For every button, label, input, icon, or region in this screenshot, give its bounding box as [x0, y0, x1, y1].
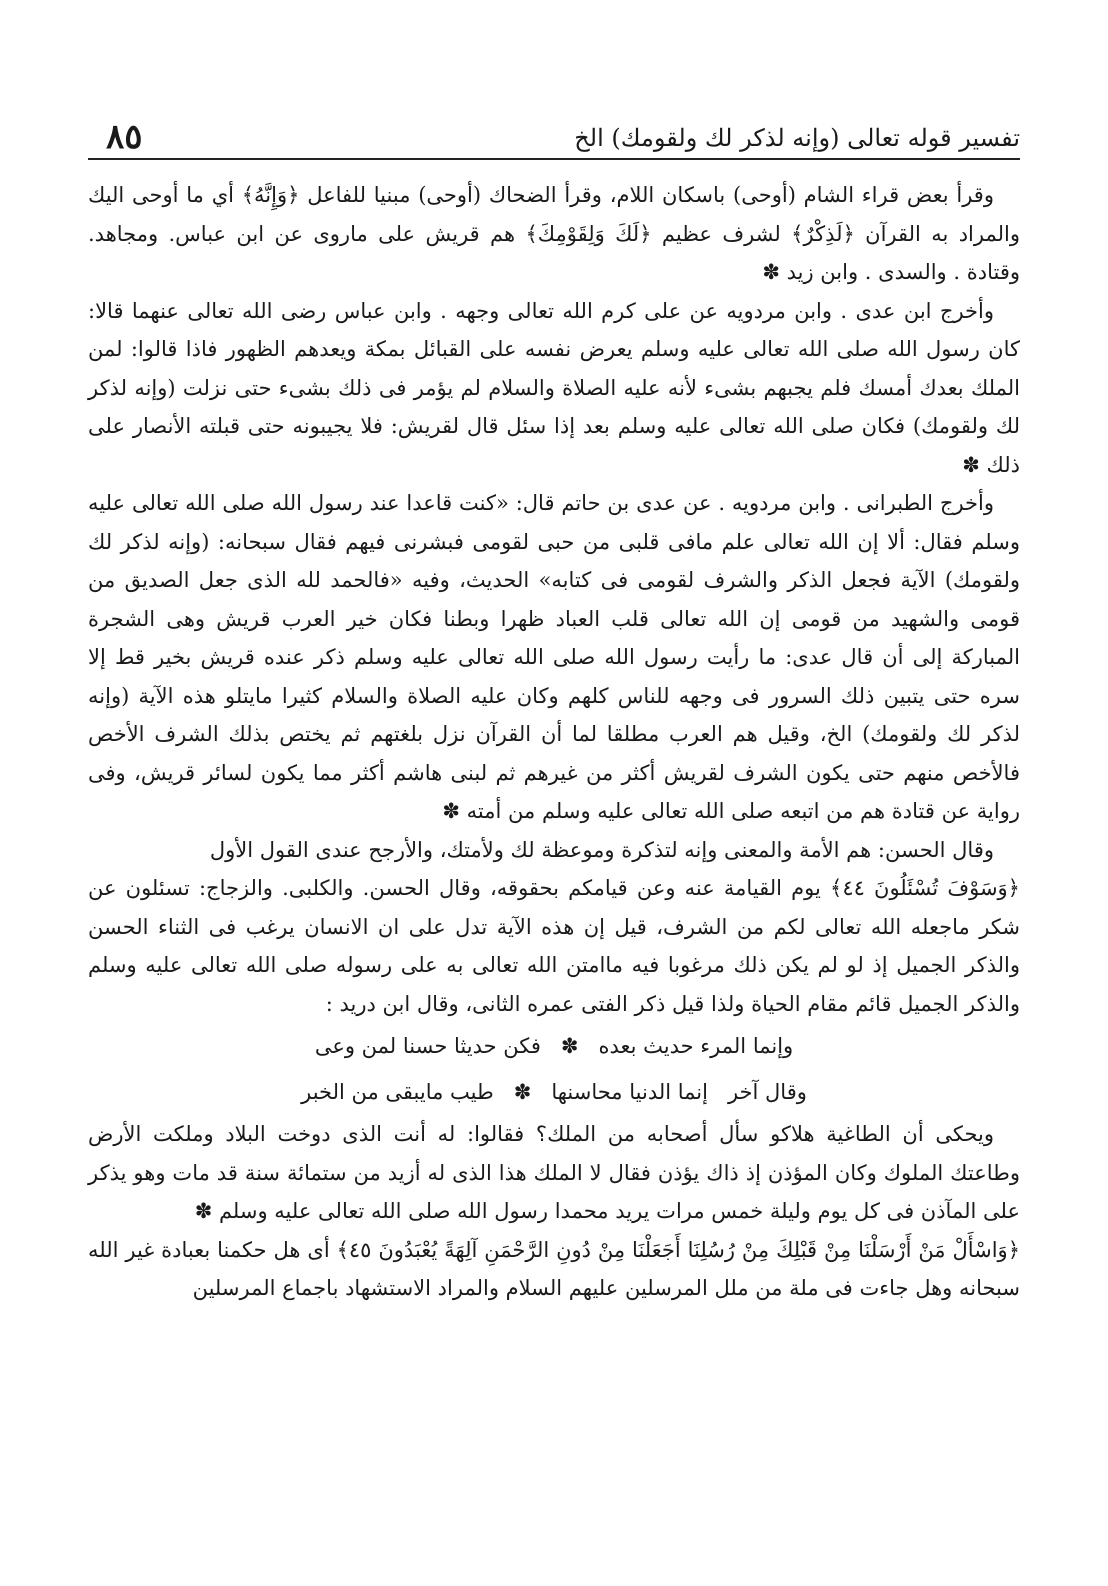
- page-number: ٨٥: [106, 117, 143, 157]
- paragraph-reading-variants: وقرأ بعض قراء الشام (أوحى) باسكان اللام، وقرأ الضحاك (أوحى) مبنيا للفاعل ﴿وَإِنَّهُ﴾ أي ما أوحى اليك والمراد به القرآن ﴿لَذِكْرٌ﴾ لشرف عظيم ﴿لَكَ وَلِقَوْمِكَ﴾ هم قريش على ماروى عن ابن عباس. ومجاهد. وقتادة . والسدى . وابن زيد ✽: [88, 183, 1020, 284]
- poetry-hemistich-second: فكن حديثا حسنا لمن وعى: [314, 1034, 541, 1058]
- poetry-line-2: [88, 1069, 1020, 1115]
- paragraph-tabarani-narration: وأخرج الطبرانى . وابن مردويه . عن عدى بن حاتم قال: «كنت قاعدا عند رسول الله صلى الله تعالى عليه وسلم فقال: ألا إن الله تعالى علم مافى قلبى من حبى لقومى فبشرنى فيهم فقال سبحانه: (وإنه لذكر لك ولقومك) الآية فجعل الذكر والشرف لقومى فى كتابه» الحديث، وفيه «فالحمد لله الذى جعل الصديق من قومى والشهيد من قومى إن الله تعالى قلب العباد ظهرا وبطنا فكان خير العرب قريش وهى الشجرة المباركة إلى أن قال عدى: ما رأيت رسول الله صلى الله تعالى عليه وسلم ذكر عنده قريش بخير قط إلا سره حتى يتبين ذلك السرور فى وجهه للناس كلهم وكان عليه الصلاة والسلام كثيرا مايتلو هذه الآية (وإنه لذكر لك ولقومك) الخ، وقيل هم العرب مطلقا لما أن القرآن نزل بلغتهم ثم يختص بذلك الشرف الأخص فالأخص منهم حتى يكون الشرف لقريش أكثر من غيرهم ثم لبنى هاشم أكثر مما يكون لسائر قريش، وفى رواية عن قتادة هم من اتبعه صلى الله تعالى عليه وسلم من أمته ✽: [88, 491, 1020, 823]
- page-header: [88, 108, 1020, 157]
- poetry-hemistich-second: طيب مايبقى من الخبر: [301, 1080, 494, 1104]
- paragraph-hulagu-story: ويحكى أن الطاغية هلاكو سأل أصحابه من الملك؟ فقالوا: له أنت الذى دوخت البلاد وملكت الأرض وطاعتك الملوك وكان المؤذن إذ ذاك يؤذن فقال لا الملك هذا الذى له أزيد من ستمائة سنة قد مات وهو يذكر على المآذن فى كل يوم وليلة خمس مرات يريد محمدا رسول الله صلى الله تعالى عليه وسلم ✽: [88, 1122, 1020, 1223]
- poetry-hemistich-first: وإنما المرء حديث بعده: [598, 1034, 794, 1058]
- poetry-attribution: وقال آخر: [727, 1080, 807, 1104]
- poetry-line-1: [88, 1023, 1020, 1069]
- paragraph-ibn-adi-narration: وأخرج ابن عدى . وابن مردويه عن على كرم الله تعالى وجهه . وابن عباس رضى الله تعالى عنهما قالا: كان رسول الله صلى الله تعالى عليه وسلم يعرض نفسه على القبائل بمكة ويعدهم الظهور فاذا قالوا: لمن الملك بعدك أمسك فلم يجبهم بشىء لأنه عليه الصلاة والسلام لم يؤمر فى ذلك بشىء حتى نزلت (وإنه لذكر لك ولقومك) فكان صلى الله تعالى عليه وسلم بعد إذا سئل قال لقريش: فلا يجيبونه حتى قبلته الأنصار على ذلك ✽: [88, 298, 1020, 477]
- page-body: [88, 176, 1020, 1308]
- poetry-hemistich-first: إنما الدنيا محاسنها: [551, 1080, 708, 1104]
- running-title: تفسير قوله تعالى (وإنه لذكر لك ولقومك) الخ: [574, 124, 1020, 152]
- poetry-separator: ✽: [560, 1034, 579, 1058]
- header-rule: [88, 158, 1020, 160]
- paragraph-verse-45: ﴿وَاسْأَلْ مَنْ أَرْسَلْنَا مِنْ قَبْلِكَ مِنْ رُسُلِنَا أَجَعَلْنَا مِنْ دُونِ الرَّحْمَنِ آلِهَةً يُعْبَدُونَ ٤٥﴾ أى هل حكمنا بعبادة غير الله سبحانه وهل جاءت فى ملة من ملل المرسلين عليهم السلام والمراد الاستشهاد باجماع المرسلين: [88, 1237, 1020, 1300]
- paragraph-hasan-opinion: وقال الحسن: هم الأمة والمعنى وإنه لتذكرة وموعظة لك ولأمتك، والأرجح عندى القول الأول: [209, 837, 994, 862]
- paragraph-verse-44: ﴿وَسَوْفَ تُسْئَلُونَ ٤٤﴾ يوم القيامة عنه وعن قيامكم بحقوقه، وقال الحسن. والكلبى. والزجاج: تسئلون عن شكر ماجعله الله تعالى لكم من الشرف، قيل إن هذه الآية تدل على ان الانسان يرغب فى الثناء الحسن والذكر الجميل إذ لو لم يكن ذلك مرغوبا فيه ماامتن الله تعالى به على رسوله صلى الله تعالى عليه وسلم والذكر الجميل قائم مقام الحياة ولذا قيل ذكر الفتى عمره الثانى، وقال ابن دريد :: [88, 876, 1020, 1016]
- poetry-separator: ✽: [513, 1080, 532, 1104]
